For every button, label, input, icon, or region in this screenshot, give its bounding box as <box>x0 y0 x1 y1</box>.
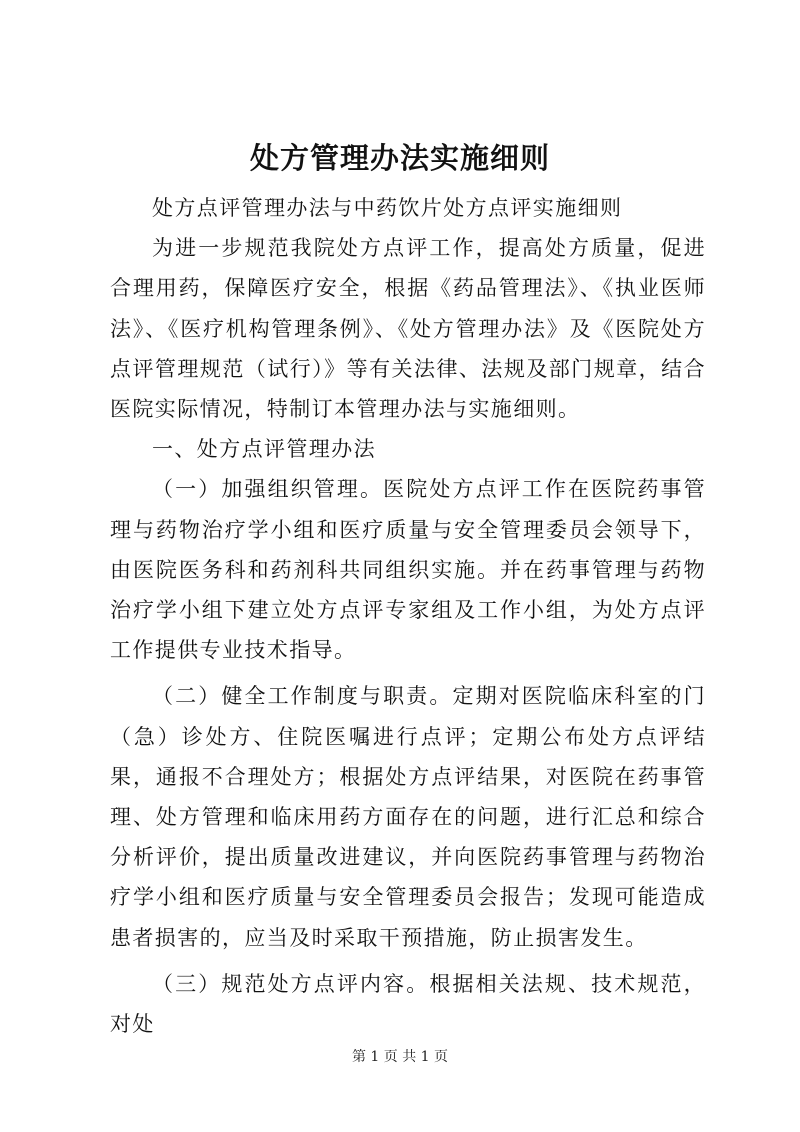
paragraph-system-duties: （二）健全工作制度与职责。定期对医院临床科室的门（急）诊处方、住院医嘱进行点评；定期公布处方点评结果，通报不合理处方；根据处方点评结果，对医院在药事管理、处方管理和临床用药方面存在的问题，进行汇总和综合分析评价，提出质量改进建议，并向医院药事管理与药物治疗学小组和医疗质量与安全管理委员会报告；发现可能造成患者损害的，应当及时采取干预措施，防止损害发生。 <box>110 684 706 950</box>
section-heading: 一、处方点评管理办法 <box>152 437 376 462</box>
document-title: 处方管理办法实施细则 <box>249 141 550 175</box>
paragraph-organization: （一）加强组织管理。医院处方点评工作在医院药事管理与药物治疗学小组和医疗质量与安全管理委员会领导下，由医院医务科和药剂科共同组织实施。并在药事管理与药物治疗学小组下建立处方点评专家组及工作小组，为处方点评工作提供专业技术指导。 <box>110 477 706 663</box>
page-number-footer: 第 1 页 共 1 页 <box>351 1049 449 1065</box>
paragraph-review-content: （三）规范处方点评内容。根据相关法规、技术规范，对处 <box>110 971 706 1037</box>
subtitle-paragraph: 处方点评管理办法与中药饮片处方点评实施细则 <box>152 196 623 220</box>
intro-paragraph: 为进一步规范我院处方点评工作，提高处方质量，促进合理用药，保障医疗安全，根据《药品管理法》、《执业医师法》、《医疗机构管理条例》、《处方管理办法》及《医院处方点评管理规范（试行）》等有关法律、法规及部门规章，结合医院实际情况，特制订本管理办法与实施细则。 <box>110 236 706 422</box>
document-body <box>110 188 706 1044</box>
